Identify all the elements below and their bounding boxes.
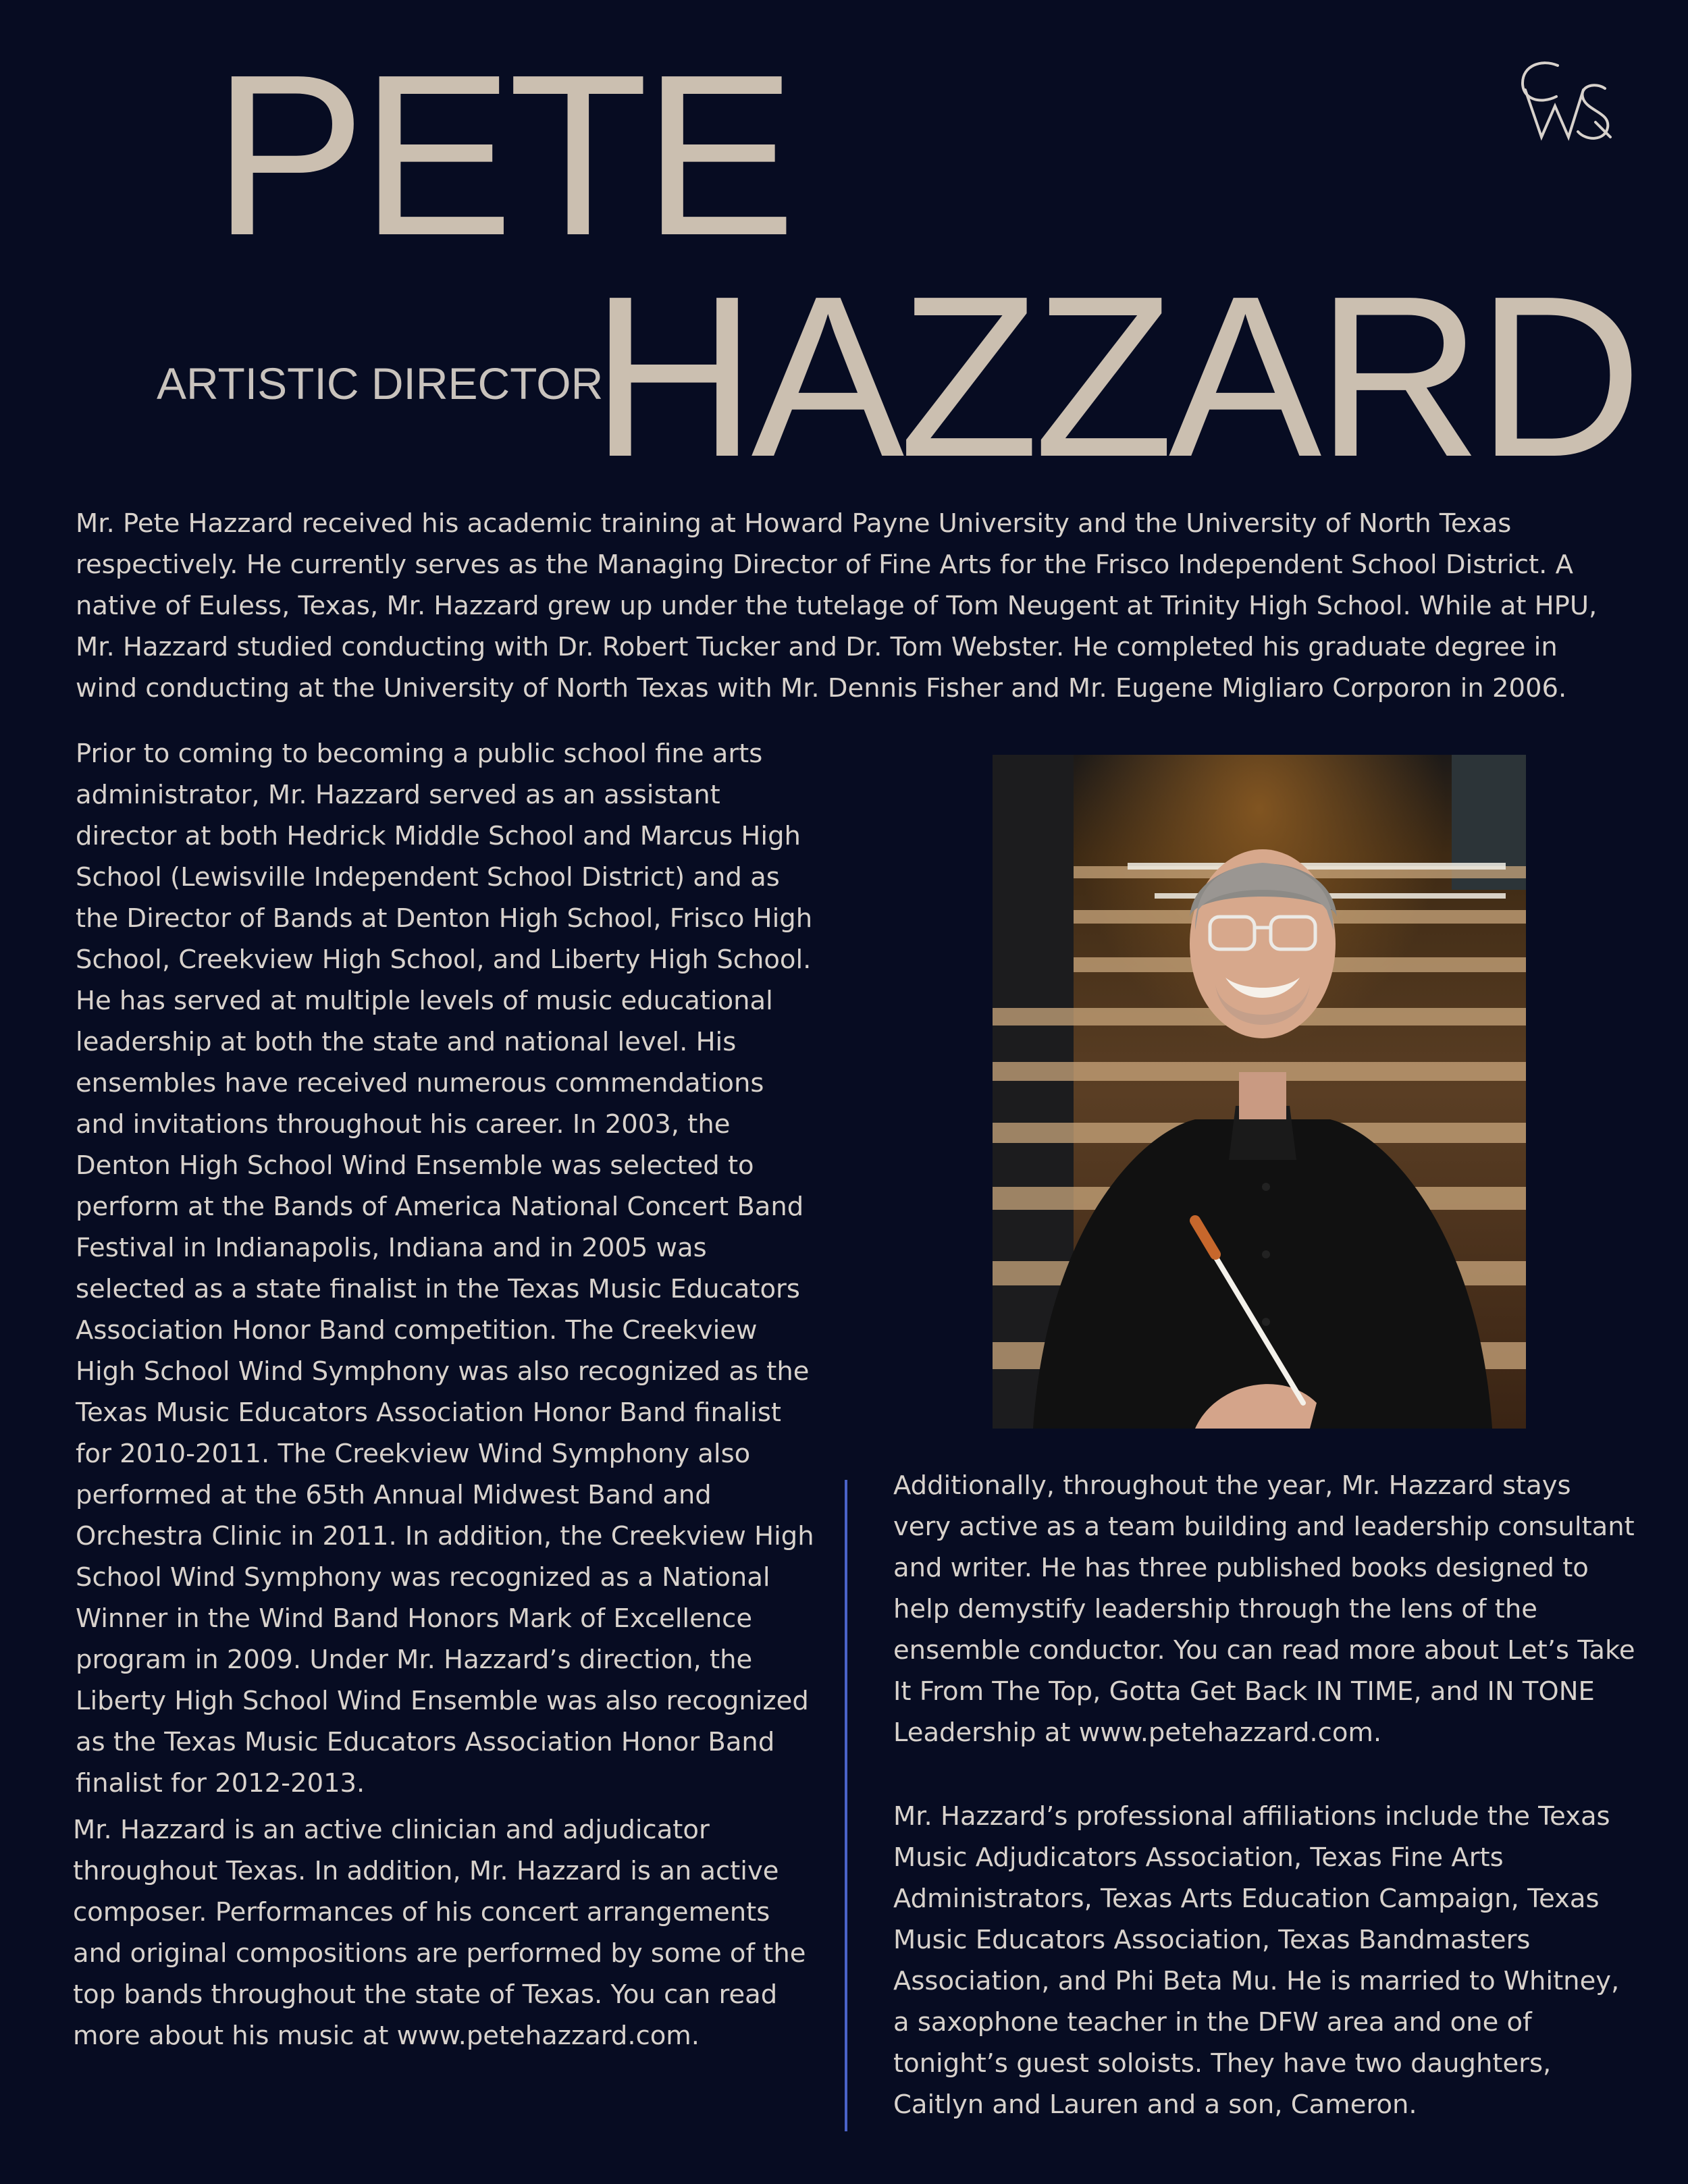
affiliations-paragraph: Mr. Hazzard’s professional affiliations include the Texas Music Adjudicators Association, Texas Fine Arts Administrators, Texas Arts Education Campaign, Texas Music Educators Association, Texas Bandmasters Association, and Phi Beta Mu. He is married to Whitney, a saxophone teacher in the DFW area and one of tonight’s guest soloists. They have two daughters, Caitlyn and Lauren and a son, Cameron. — [893, 1801, 1620, 2120]
last-name-heading: HAZZARD — [591, 248, 1637, 505]
career-paragraph: Prior to coming to becoming a public school fine arts administrator, Mr. Hazzard served as an assistant director at both Hedrick Middle School and Marcus High School (Lewisville Independent School District) and as the Director of Bands at Denton High School, Frisco High School, Creekview High School, and Liberty High School. He has served at multiple levels of music educational leadership at both the state and national level. His ensembles have received numerous commendations and invitations throughout his career. In 2003, the Denton High School Wind Ensemble was selected to perform at the Bands of America National Concert Band Festival in Indianapolis, Indiana and in 2005 was selected as a state finalist in the Texas Music Educators Association Honor Band competition. The Creekview High School Wind Symphony was also recognized as the Texas Music Educators Association Honor Band finalist for 2010-2011. The Creekview Wind Symphony also performed at the 65th Annual Midwest Band and Orchestra Clinic in 2011. In addition, the Creekview High School Wind Symphony was recognized as a National Winner in the Wind Band Honors Mark of Excellence program in 2009. Under Mr. Hazzard’s direction, the Liberty High School Wind Ensemble was also recognized as the Texas Music Educators Association Honor Band finalist for 2012-2013. — [76, 739, 814, 1799]
first-name-heading: PETE — [213, 27, 791, 284]
cws-logo — [1516, 57, 1617, 149]
cws-monogram-icon — [1516, 57, 1617, 149]
leadership-paragraph: Additionally, throughout the year, Mr. Hazzard stays very active as a team building and leadership consultant and writer. He has three published books designed to help demystify leadership through the lens of the ensemble conductor. You can read more about Let’s Take It From The Top, Gotta Get Back IN TIME, and IN TONE Leadership at www.petehazzard.com. — [893, 1470, 1635, 1748]
intro-paragraph: Mr. Pete Hazzard received his academic training at Howard Payne University and the University of North Texas respectively. He currently serves as the Managing Director of Fine Arts for the Frisco Independent School District. A native of Euless, Texas, Mr. Hazzard grew up under the tutelage of Tom Neugent at Trinity High School. While at HPU, Mr. Hazzard studied conducting with Dr. Robert Tucker and Dr. Tom Webster. He completed his graduate degree in wind conducting at the University of North Texas with Mr. Dennis Fisher and Mr. Eugene Migliaro Corporon in 2006. — [76, 508, 1598, 703]
column-divider — [845, 1480, 847, 2131]
role-title: ARTISTIC DIRECTOR — [157, 358, 604, 408]
portrait-photo — [993, 755, 1526, 1429]
clinician-paragraph: Mr. Hazzard is an active clinician and adjudicator throughout Texas. In addition, Mr. Hazzard is an active composer. Performances of his concert arrangements and original compositions are performed by some of the top bands throughout the state of Texas. You can read more about his music at www.petehazzard.com. — [73, 1815, 806, 2051]
